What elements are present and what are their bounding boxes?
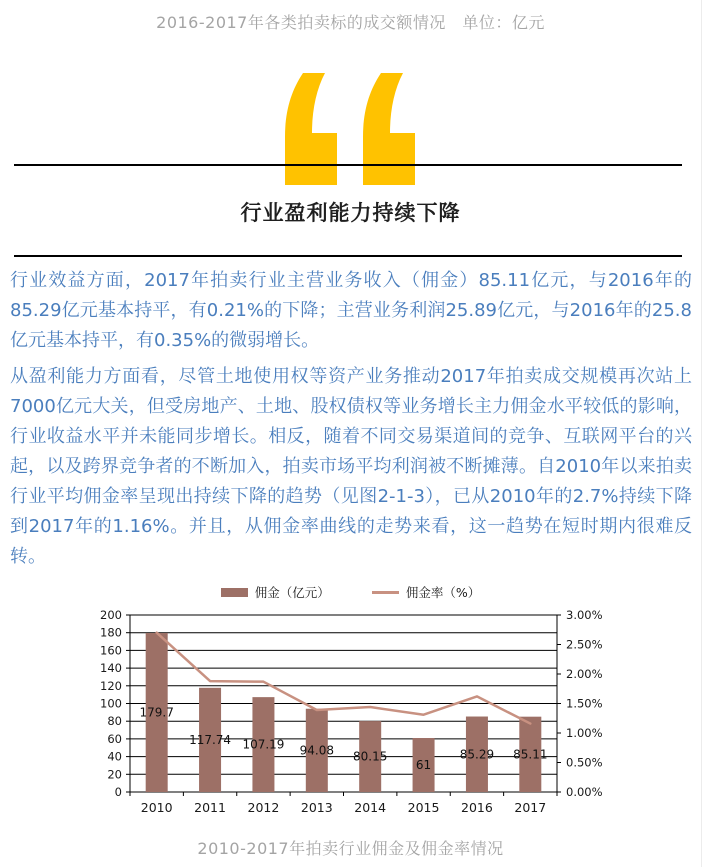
svg-text:80: 80 [107,714,122,729]
svg-text:1.50%: 1.50% [566,696,603,711]
svg-text:2016: 2016 [461,800,493,815]
quotation-mark-icon [285,73,415,185]
svg-text:2015: 2015 [407,800,440,815]
svg-text:3.00%: 3.00% [566,608,603,622]
section-heading: 行业盈利能力持续下降 [240,201,461,225]
svg-text:2011: 2011 [194,800,226,815]
svg-text:61: 61 [415,758,432,773]
svg-text:60: 60 [107,731,122,746]
svg-text:0.50%: 0.50% [566,755,603,770]
svg-text:100: 100 [100,696,122,711]
svg-text:0.00%: 0.00% [566,785,603,799]
svg-text:85.29: 85.29 [459,747,495,762]
chart-caption: 2010-2017年拍卖行业佣金及佣金率情况 [197,839,504,858]
svg-text:85.11: 85.11 [513,747,548,762]
svg-text:117.74: 117.74 [189,732,232,747]
chart-legend [0,583,701,601]
legend-label-commission-rate: 佣金率（%） [405,585,481,600]
legend-item-commission [221,583,330,601]
svg-text:120: 120 [100,678,122,693]
svg-text:2010: 2010 [140,800,173,815]
divider-line-bottom [14,255,682,257]
divider-line-top [14,164,682,166]
svg-text:2013: 2013 [300,800,333,815]
svg-text:140: 140 [100,661,122,676]
svg-text:107.19: 107.19 [242,737,285,752]
bar-swatch-icon [221,588,248,597]
legend-item-commission-rate [372,583,480,601]
body-text [10,266,692,578]
svg-text:2017: 2017 [514,800,547,815]
paragraph-1: 行业效益方面，2017年拍卖行业主营业务收入（佣金）85.11亿元，与2016年的85.29亿元基本持平，有0.21%的下降；主营业务利润25.89亿元，与2016年的25.8亿元基本持平，有0.35%的微弱增长。 [10,270,692,351]
svg-text:80.15: 80.15 [353,749,388,764]
paragraph-2: 从盈利能力方面看，尽管土地使用权等资产业务推动2017年拍卖成交规模再次站上7000亿元大关，但受房地产、土地、股权债权等业务增长主力佣金水平较低的影响，行业收益水平并未能同步增长。相反，随着不同交易渠道间的竞争、互联网平台的兴起，以及跨界竞争者的不断加入，拍卖市场平均利润被不断摊薄。自2010年以来拍卖行业平均佣金率呈现出持续下降的趋势（见图2-1-3），已从2010年的2.7%持续下降到2017年的1.16%。并且，从佣金率曲线的走势来看，这一趋势在短时期内很难反转。 [10,366,692,567]
line-swatch-icon [372,591,399,594]
svg-text:2.50%: 2.50% [566,637,603,652]
page-title: 2016-2017年各类拍卖标的成交额情况 单位：亿元 [156,13,545,32]
svg-text:160: 160 [100,643,122,658]
svg-text:40: 40 [107,749,122,764]
svg-text:1.00%: 1.00% [566,726,603,740]
svg-text:2014: 2014 [354,800,387,815]
svg-text:2012: 2012 [247,800,280,815]
svg-text:200: 200 [100,608,122,622]
commission-chart [0,575,702,825]
svg-text:2.00%: 2.00% [566,667,603,681]
svg-text:180: 180 [100,625,122,640]
svg-text:94.08: 94.08 [299,743,334,758]
svg-text:20: 20 [107,767,122,782]
legend-label-commission: 佣金（亿元） [254,585,330,600]
svg-text:0: 0 [114,785,122,799]
svg-text:179.7: 179.7 [139,705,174,720]
